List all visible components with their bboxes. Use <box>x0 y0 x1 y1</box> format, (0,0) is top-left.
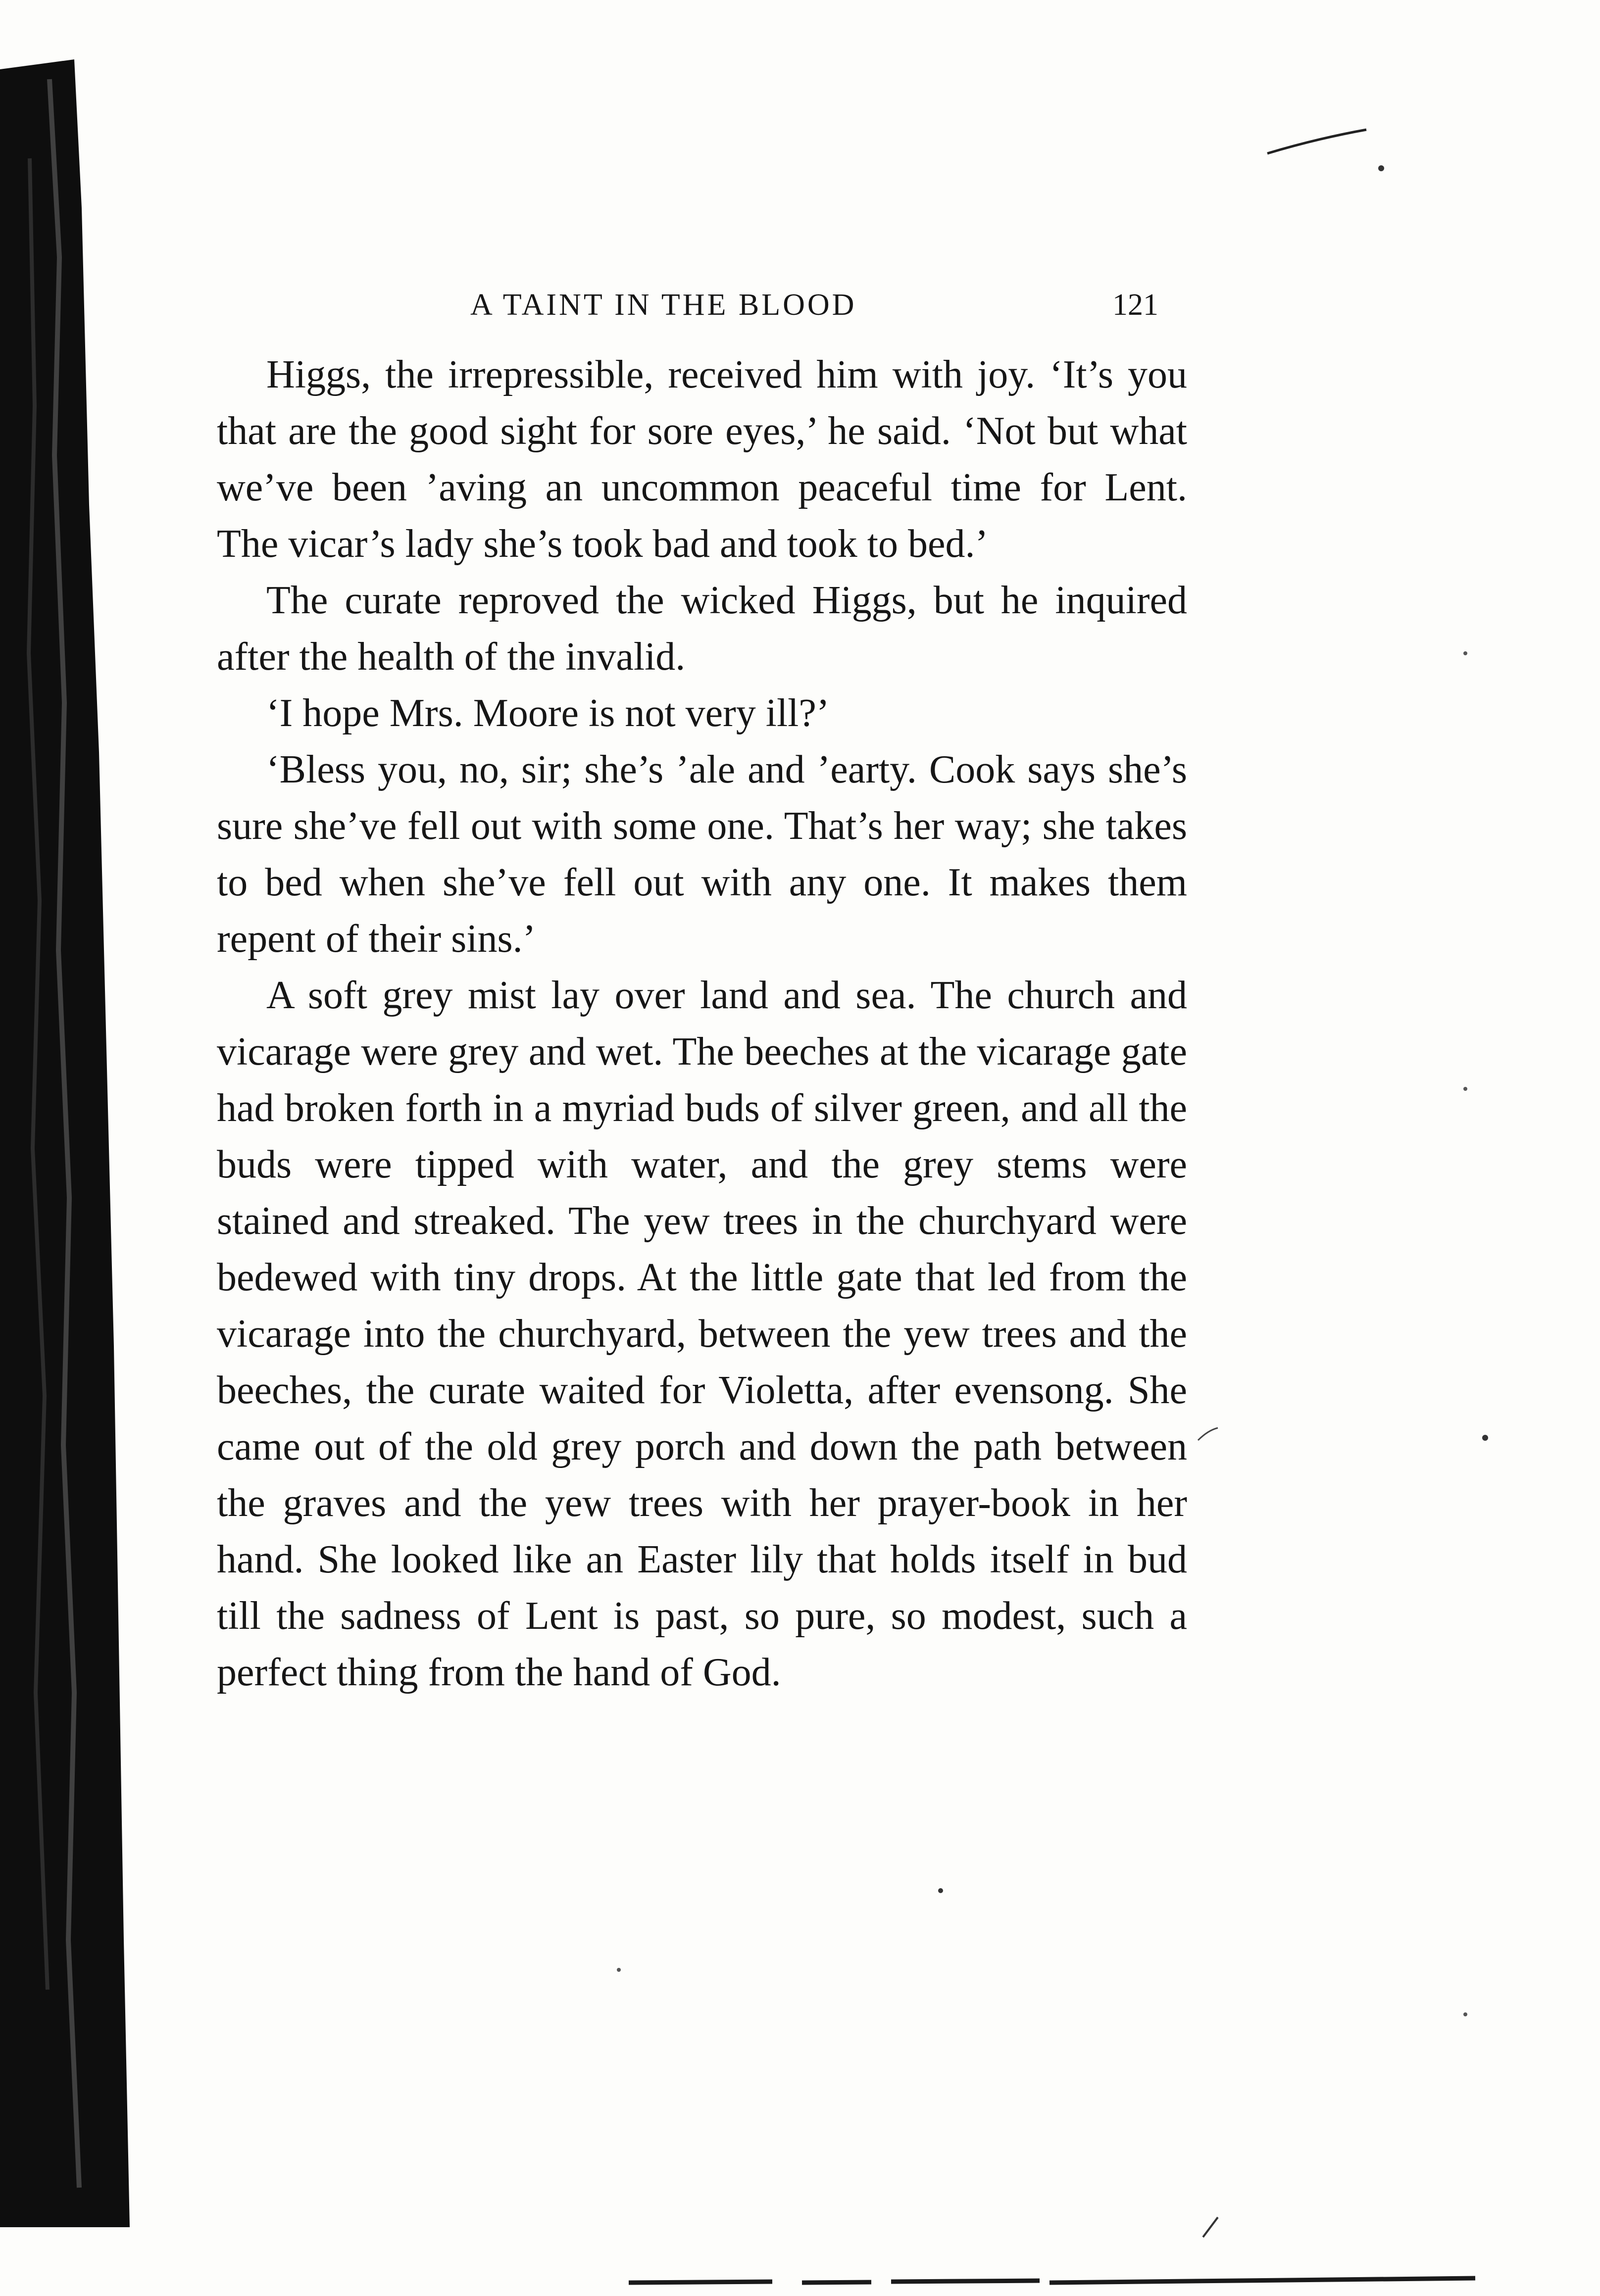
paragraph: A soft grey mist lay over land and sea. The church and vicarage were grey and wet. The beeches at the vicarage gate had broken forth in a myriad buds of silver green, and all the buds were tipped with water, and the grey stems were stained and streaked. The yew trees in the churchyard were bedewed with tiny drops. At the little gate that led from the vicarage into the churchyard, between the yew trees and the beeches, the curate waited for Violetta, after evensong. She came out of the old grey porch and down the path between the graves and the yew trees with her prayer-book in her hand. She looked like an Easter lily that holds itself in bud till the sadness of Lent is past, so pure, so modest, such a perfect thing from the hand of God. <box>217 974 1187 1694</box>
paragraph: ‘I hope Mrs. Moore is not very ill?’ <box>266 691 830 735</box>
running-header <box>208 280 1178 330</box>
running-title: A TAINT IN THE BLOOD <box>470 288 857 322</box>
page-number: 121 <box>1112 288 1158 322</box>
paragraph: The curate reproved the wicked Higgs, but he inquired after the health of the invalid. <box>217 579 1187 679</box>
binding-shadow <box>0 59 134 2227</box>
body-text <box>217 346 1187 1701</box>
paragraph: Higgs, the irrepressible, received him with joy. ‘It’s you that are the good sight for sore eyes,’ he said. ‘Not but what we’ve been ’aving an uncommon peaceful time for Lent. The vicar’s lady she’s took bad and took to bed.’ <box>217 353 1187 566</box>
paragraph: ‘Bless you, no, sir; she’s ’ale and ’earty. Cook says she’s sure she’ve fell out with some one. That’s her way; she takes to bed when she’ve fell out with any one. It makes them repent of their sins.’ <box>217 748 1187 961</box>
